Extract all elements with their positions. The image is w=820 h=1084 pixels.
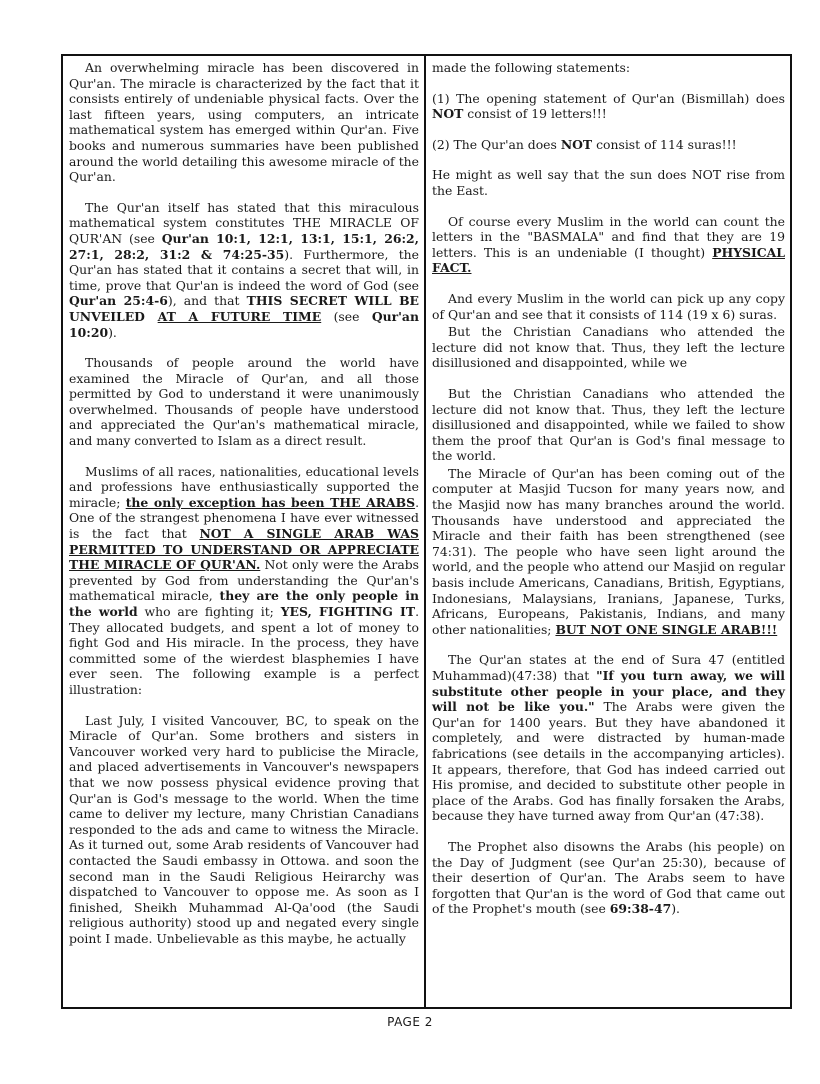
paragraph-statements: made the following statements:	[432, 60, 631, 75]
text: The Arabs were given the Qur'an for 1400 years. But they have abandoned it completely, and were distracted by human-made fabrications (see details in the accompanying articles). It appears, therefore, that God has indeed carried out His promise, and decided to substitute other people in place of the Arabs. God has finally forsaken the Arabs, because they have turned away from Qur'an (47:38).	[432, 699, 785, 824]
emphasis-text: they are the only people in the world	[69, 588, 420, 619]
underlined-emphasis: BUT NOT ONE SINGLE ARAB!!!	[555, 621, 778, 637]
paragraph-christian-canadians-repeat: But the Christian Canadians who attended the lecture did not know that. Thus, they left the lecture disillusioned and disappointed, while we	[432, 324, 785, 371]
text: The Qur'an states at the end of Sura 47 (entitled Muhammad)(47:38) that	[432, 652, 785, 683]
text: (2) The Qur'an does	[432, 136, 561, 152]
emphasis-text: THIS SECRET WILL BE UNVEILED	[69, 293, 419, 324]
text: The Prophet also disowns the Arabs (his people) on the Day of Judgment (see Qur'an 25:30), because of their desertion of Qur'an. The Arabs seem to have forgotten that Qur'an is the word of God that came out of the Prophet's mouth (see	[432, 838, 785, 917]
verse-reference: Qur'an 25:4-6	[69, 293, 168, 309]
text: who are fighting it;	[137, 604, 281, 619]
paragraph-christian-canadians: But the Christian Canadians who attended the lecture did not know that. Thus, they left the lecture disillusioned and disappointed, while we failed to show them the proof that Qur'an is God's final message to the world.	[432, 385, 785, 464]
paragraph-muslims	[69, 464, 419, 698]
emphasis-text: YES, FIGHTING IT	[280, 604, 416, 619]
text: . One of the strangest phenomena I have ever witnessed is the fact that	[69, 494, 420, 542]
text: consist of 114 suras!!!	[592, 136, 737, 152]
paragraph-vancouver: Last July, I visited Vancouver, BC, to speak on the Miracle of Qur'an. Some brothers and sisters in Vancouver worked very hard to publicise the Miracle, and placed advertisements in Vancouver's newspapers that we now possess physical evidence proving that Qur'an is God's message to the world. When the time came to deliver my lecture, many Christian Canadians responded to the ads and came to witness the Miracle. As it turned out, some Arab residents of Vancouver had contacted the Saudi embassy in Ottowa. and soon the second man in the Saudi Religious Heirarchy was dispatched to Vancouver to oppose me. As soon as I finished, Sheikh Muhammad Al-Qa'ood (the Saudi religious authority) stood up and negated every single point I made. Unbelievable as this maybe, he actually	[69, 712, 419, 946]
text: consist of 19 letters!!!	[463, 106, 607, 122]
emphasis-text: NOT	[432, 106, 464, 122]
text: Not only were the Arabs prevented by God from understanding the Qur'an's mathematical miracle,	[69, 557, 419, 604]
text: ). Furthermore, the Qur'an has stated that it contains a secret that will, in time, prove that Qur'an is indeed the word of God (see	[69, 246, 419, 293]
text: ).	[108, 324, 117, 340]
paragraph-basmala	[432, 214, 785, 276]
paragraph-intro: An overwhelming miracle has been discovered in Qur'an. The miracle is characterized by the fact that it consists entirely of undeniable physical facts. Over the last fifteen years, using computers, an intricate mathematical system has emerged within Qur'an. Five books and numerous summaries have been published around the world detailing this awesome miracle of the Qur'an.	[69, 60, 419, 185]
verse-reference: Qur'an 10:1, 12:1, 13:1, 15:1, 26:2, 27:1, 28:2, 31:2 & 74:25-35	[69, 230, 419, 262]
left-column	[69, 60, 419, 961]
paragraph-sun: He might as well say that the sun does NOT rise from the East.	[432, 167, 785, 198]
quote-emphasis: "If you turn away, we will substitute other people in your place, and they will not be like you."	[432, 668, 785, 715]
right-column	[432, 60, 785, 932]
column-divider	[424, 55, 426, 1008]
paragraph-mathematical-system	[69, 200, 419, 340]
underlined-emphasis: AT A FUTURE TIME	[157, 308, 322, 324]
text: . They allocated budgets, and spent a lot of money to fight God and His miracle. In the process, they have committed some of the wierdest blasphemies I have ever seen. The following example is a perfect illustration:	[69, 604, 420, 697]
paragraph-masjid-tucson	[432, 466, 785, 638]
text: The Qur'an itself has stated that this miraculous mathematical system constitutes THE MIRACLE OF QUR'AN (see	[69, 199, 419, 246]
text: ), and that	[167, 293, 247, 309]
verse-reference: 69:38-47	[609, 901, 672, 917]
underlined-emphasis: PHYSICAL FACT.	[432, 244, 785, 276]
paragraph-sura-47	[432, 652, 785, 824]
emphasis-text: NOT	[560, 136, 593, 152]
underlined-emphasis: NOT A SINGLE ARAB WAS PERMITTED TO UNDERSTAND OR APPRECIATE THE MIRACLE OF QUR'AN.	[69, 526, 419, 573]
page-number: PAGE 2	[387, 1015, 433, 1029]
text: ).	[671, 901, 680, 917]
statement-one	[432, 91, 785, 122]
text: The Miracle of Qur'an has been coming out of the computer at Masjid Tucson for many years now, and the Masjid now has many branches around the world. Thousands have understood and appreciated the Miracle and their faith has been strengthened (see 74:31). The people who have seen light around the world, and the people who attend our Masjid on regular basis include Americans, Canadians, British, Egyptians, Indonesians, Malaysians, Iranians, Japanese, Turks, Africans, Europeans, Pakistanis, Indians, and many other nationalities;	[432, 465, 785, 637]
underlined-emphasis: the only exception has been THE ARABS	[125, 494, 416, 510]
paragraph-prophet	[432, 839, 785, 917]
paragraph-thousands: Thousands of people around the world have examined the Miracle of Qur'an, and all those permitted by God to understand it were unanimously overwhelmed. Thousands of people have understood and appreciated the Qur'an's mathematical miracle, and many converted to Islam as a direct result.	[69, 355, 419, 449]
text: (see	[321, 308, 372, 324]
text: (1) The opening statement of Qur'an (Bismillah) does	[432, 90, 785, 106]
text: Muslims of all races, nationalities, educational levels and professions have enthusiastically supported the miracle;	[69, 463, 419, 510]
text: Of course every Muslim in the world can count the letters in the "BASMALA" and find that they are 19 letters. This is an undeniable (I thought)	[432, 213, 785, 260]
verse-reference: Qur'an 10:20	[69, 308, 419, 340]
paragraph-suras: And every Muslim in the world can pick up any copy of Qur'an and see that it consists of 114 (19 x 6) suras.	[432, 290, 785, 322]
statement-two	[432, 137, 785, 153]
